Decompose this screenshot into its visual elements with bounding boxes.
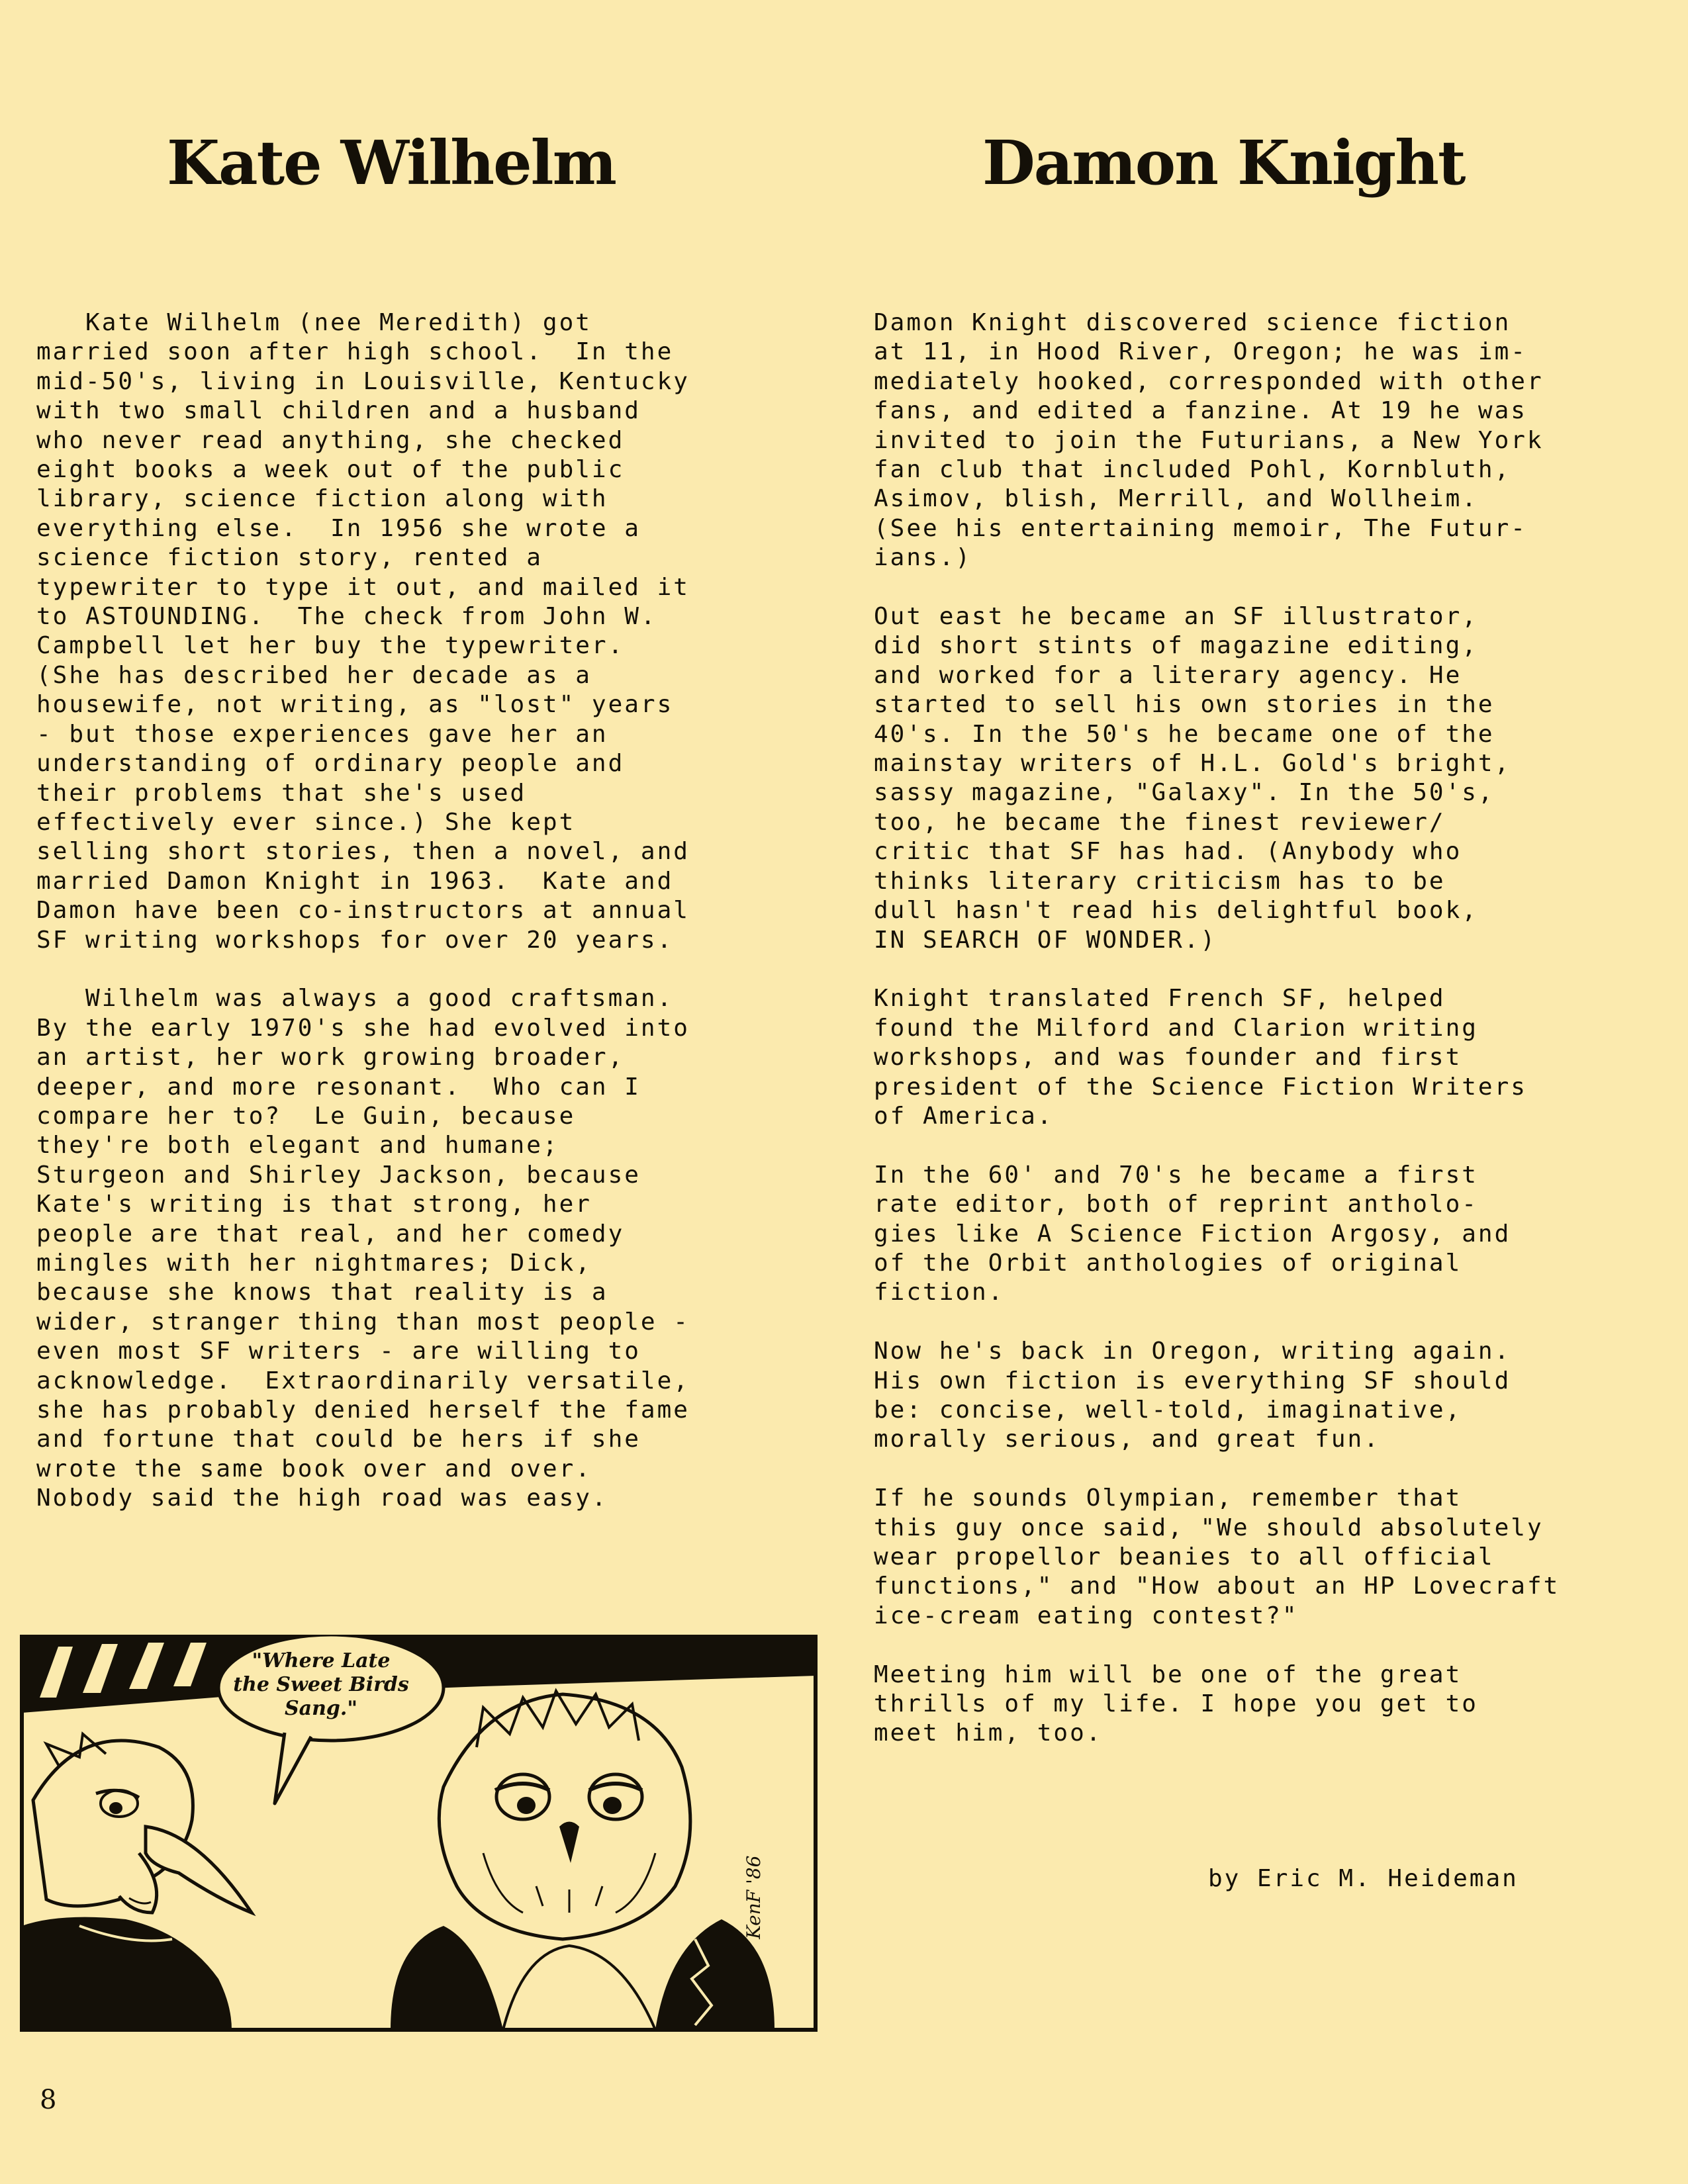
- paragraph: Out east he became an SF illustrator, did short stints of magazine editing, and worked for a literary agency. He started to sell his own stories in the 40's. In the 50's he became one of the mainstay writers of H.L. Gold's bright, sassy magazine, "Galaxy". In the 50's, too, he became the finest reviewer/ critic that SF has had. (Anybody who thinks literary criticism has to be dull hasn't read his delightful book, IN SEARCH OF WONDER.): [874, 603, 1511, 954]
- damon-knight-article: [874, 308, 1602, 1778]
- paragraph: If he sounds Olympian, remember that this guy once said, "We should absolutely wear propellor beanies to all official functions," and "How about an HP Lovecraft ice-cream eating contest?": [874, 1484, 1560, 1629]
- paragraph: Knight translated French SF, helped found the Milford and Clarion writing workshops, and was founder and first president of the Science Fiction Writers of America.: [874, 985, 1527, 1130]
- paragraph: Damon Knight discovered science fiction at 11, in Hood River, Oregon; he was im- mediately hooked, corresponded with other fans, and edited a fanzine. At 19 he was invited to join the Futurians, a New York fan club that included Pohl, Kornbluth, Asimov, blish, Merrill, and Wollheim. (See his entertaining memoir, The Futur- ians.): [874, 309, 1544, 572]
- heading-damon-knight: Damon Knight: [982, 127, 1465, 199]
- byline: by Eric M. Heideman: [1208, 1865, 1519, 1892]
- speech-bubble-text: "Where Late the Sweet Birds Sang.": [233, 1649, 409, 1720]
- paragraph: In the 60' and 70's he became a first rate editor, both of reprint antholo- gies like A Science Fiction Argosy, and of the Orbit anthologies of original fiction.: [874, 1161, 1511, 1306]
- paragraph: Now he's back in Oregon, writing again. His own fiction is everything SF should be: concise, well-told, imaginative, morally serious, and great fun.: [874, 1338, 1511, 1453]
- paragraph: Meeting him will be one of the great thrills of my life. I hope you get to meet him, too.: [874, 1661, 1478, 1747]
- kate-wilhelm-article: [36, 308, 725, 1543]
- page-number: 8: [40, 2085, 57, 2115]
- paragraph: Wilhelm was always a good craftsman. By the early 1970's she had evolved into an artist, her work growing broader, deeper, and more resonant. Who can I compare her to? Le Guin, because they're both elegant and humane; Sturgeon and Shirley Jackson, because Kate's writing is that strong, her people are that real, and her comedy mingles with her nightmares; Dick, because she knows that reality is a wider, stranger thing than most people - even most SF writers - are willing to acknowledge. Extraordinarily versatile, she has probably denied herself the fame and fortune that could be hers if she wrote the same book over and over. Nobody said the high road was easy.: [36, 985, 690, 1512]
- heading-kate-wilhelm: Kate Wilhelm: [167, 127, 616, 199]
- paragraph: Kate Wilhelm (nee Meredith) got married soon after high school. In the mid-50's, living in Louisville, Kentucky with two small children and a husband who never read anything, she checked eight books a week out of the public library, science fiction along with everything else. In 1956 she wrote a science fiction story, rented a typewriter to type it out, and mailed it to ASTOUNDING. The check from John W. Campbell let her buy the typewriter. (She has described her decade as a housewife, not writing, as "lost" years - but those experiences gave her an understanding of ordinary people and their problems that she's used effectively ever since.) She kept selling short stories, then a novel, and married Damon Knight in 1963. Kate and Damon have been co-instructors at annual SF writing workshops for over 20 years.: [36, 309, 690, 954]
- artist-signature: KenF '86: [743, 1855, 765, 1939]
